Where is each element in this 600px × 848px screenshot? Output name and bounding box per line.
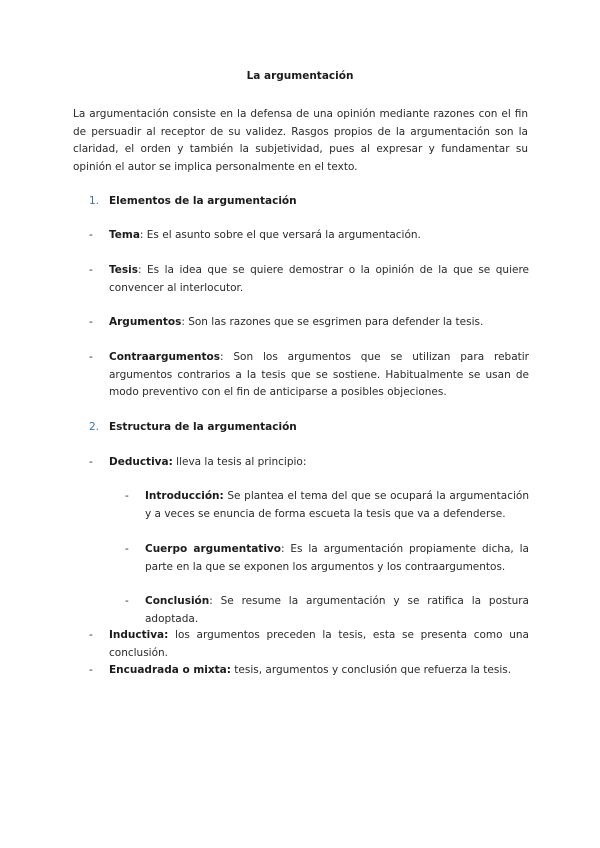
section-number: 1. xyxy=(89,195,100,207)
list-item-tesis xyxy=(89,262,529,297)
intro-paragraph: La argumentación consiste en la defensa de una opinión mediante razones con el fin de persuadir al receptor de su validez. Rasgos propios de la argumentación son la claridad, el orden y también la subjetividad, pues al expresar y fundamentar su opinión el autor se implica personalmente en el texto. xyxy=(73,108,528,173)
item-term: Encuadrada o mixta: xyxy=(109,664,231,676)
item-term: Contraargumentos xyxy=(109,351,220,363)
section-number: 2. xyxy=(89,421,100,433)
item-text: lleva la tesis al principio: xyxy=(172,456,307,468)
item-term: Cuerpo argumentativo xyxy=(145,543,281,555)
item-text: : Son las razones que se esgrimen para defender la tesis. xyxy=(181,316,484,328)
item-text: : Es la idea que se quiere demostrar o la opinión de la que se quiere convencer al interlocutor. xyxy=(109,264,529,294)
section-heading-estructura xyxy=(89,419,529,437)
bullet-dash: - xyxy=(89,351,93,363)
bullet-dash: - xyxy=(89,629,93,641)
bullet-dash: - xyxy=(89,316,93,328)
item-text: tesis, argumentos y conclusión que refuerza la tesis. xyxy=(230,664,512,676)
item-text: : Se resume la argumentación y se ratifica la postura adoptada. xyxy=(145,595,529,625)
bullet-dash: - xyxy=(89,664,93,676)
section-heading-elementos xyxy=(89,193,529,211)
item-term: Conclusión xyxy=(145,595,210,607)
item-text: los argumentos preceden la tesis, esta se presenta como una conclusión. xyxy=(109,629,529,659)
list-item-encuadrada xyxy=(89,662,529,680)
section-title: Elementos de la argumentación xyxy=(109,195,297,207)
item-term: Tesis xyxy=(109,264,138,276)
list-item-argumentos xyxy=(89,314,529,332)
list-item-contraargumentos xyxy=(89,349,529,402)
list-item-inductiva xyxy=(89,627,529,662)
item-term: Inductiva: xyxy=(109,629,169,641)
item-term: Deductiva: xyxy=(109,456,173,468)
section-title: Estructura de la argumentación xyxy=(109,421,297,433)
item-text: Se plantea el tema del que se ocupará la argumentación y a veces se enuncia de forma escueta la tesis que va a defenderse. xyxy=(145,490,529,520)
list-item-deductiva xyxy=(89,454,529,472)
bullet-dash: - xyxy=(89,264,93,276)
item-term: Tema xyxy=(109,229,140,241)
bullet-dash: - xyxy=(89,229,93,241)
bullet-dash: - xyxy=(125,595,129,607)
item-text: : Es la argumentación propiamente dicha, la parte en la que se exponen los argumentos y los contraargumentos. xyxy=(145,543,529,573)
item-text: : Es el asunto sobre el que versará la argumentación. xyxy=(139,229,421,241)
sublist-item-cuerpo-argumentativo xyxy=(125,541,529,576)
item-term: Introducción: xyxy=(145,490,224,502)
bullet-dash: - xyxy=(89,456,93,468)
sublist-item-conclusion xyxy=(125,593,529,628)
bullet-dash: - xyxy=(125,543,129,555)
item-term: Argumentos xyxy=(109,316,182,328)
list-item-tema xyxy=(89,227,529,245)
sublist-item-introduccion xyxy=(125,488,529,523)
bullet-dash: - xyxy=(125,490,129,502)
item-text: : Son los argumentos que se utilizan para rebatir argumentos contrarios a la tesis que se sostiene. Habitualmente se usan de modo preventivo con el fin de anticiparse a posibles objeciones. xyxy=(109,351,529,398)
page-title: La argumentación xyxy=(246,70,354,82)
